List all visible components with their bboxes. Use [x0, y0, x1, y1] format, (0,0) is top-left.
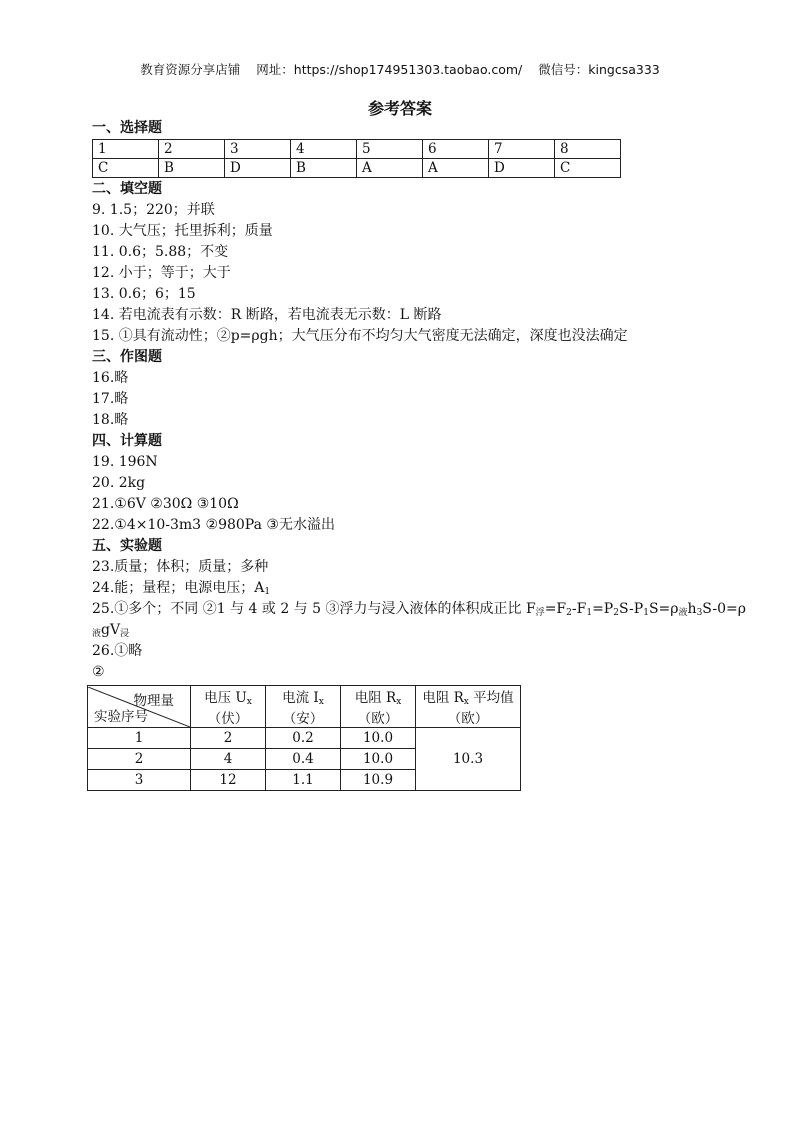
table-header-row — [88, 686, 521, 728]
subscript: 浮 — [535, 608, 545, 618]
header-unit: （欧） — [357, 711, 399, 727]
subscript: 2 — [613, 608, 619, 618]
answer-line: 26.①略 — [92, 643, 143, 659]
average-cell: 10.3 — [416, 728, 521, 791]
section-exp-heading: 五、实验题 — [92, 538, 162, 554]
subscript: 液 — [92, 629, 102, 639]
subscript: 1 — [586, 608, 593, 618]
answer-line: 20. 2kg — [92, 475, 146, 491]
header-label: 平均值 — [468, 690, 514, 706]
answer-text: 24.能；量程；电源电压；A — [92, 580, 265, 596]
subscript: 2 — [566, 608, 572, 618]
diag-top-label: 物理量 — [133, 692, 174, 709]
choice-number: 1 — [93, 140, 159, 159]
table-cell: 0.4 — [266, 749, 341, 770]
header-label: 电阻 R — [354, 690, 397, 706]
section-draw-heading: 三、作图题 — [92, 349, 162, 365]
table-cell: 1.1 — [266, 770, 341, 791]
choice-number-row — [93, 140, 621, 159]
answer-line: 11. 0.6；5.88；不变 — [92, 244, 229, 260]
answer-text: =F — [544, 601, 567, 617]
table-cell: 1 — [88, 728, 191, 749]
choice-answer-table — [92, 139, 621, 178]
table-cell: 0.2 — [266, 728, 341, 749]
answer-line: 9. 1.5；220；并联 — [92, 202, 215, 218]
answer-text: 25.①多个；不同 ②1 与 4 或 2 与 5 ③浮力与浸入液体的体积成正比 F — [92, 601, 536, 617]
wechat-id: 微信号：kingcsa333 — [538, 62, 660, 77]
section-calc-heading: 四、计算题 — [92, 433, 162, 449]
subscript: x — [246, 697, 252, 707]
table-row — [88, 728, 521, 749]
choice-number: 5 — [357, 140, 423, 159]
experiment-table — [87, 685, 521, 791]
choice-answer: D — [225, 159, 291, 178]
header-unit: （欧） — [447, 711, 489, 727]
choice-number: 7 — [489, 140, 555, 159]
table-cell: 3 — [88, 770, 191, 791]
choice-number: 2 — [159, 140, 225, 159]
subscript: 1 — [643, 608, 649, 618]
answer-text: S=ρ — [648, 601, 679, 617]
choice-answer: C — [555, 159, 621, 178]
header-unit: （伏） — [207, 711, 249, 727]
table-cell: 10.0 — [341, 728, 416, 749]
answer-line: 17.略 — [92, 391, 129, 407]
answer-line — [92, 599, 746, 620]
section-choice-heading: 一、选择题 — [92, 120, 162, 136]
choice-number: 3 — [225, 140, 291, 159]
choice-answer: B — [291, 159, 357, 178]
shop-name: 教育资源分享店铺 — [140, 62, 241, 77]
choice-answer-row — [93, 159, 621, 178]
answer-line: 22.①4×10-3m3 ②980Pa ③无水溢出 — [92, 517, 335, 533]
column-header — [341, 686, 416, 728]
table-cell: 10.0 — [341, 749, 416, 770]
answer-text: S-0=ρ — [702, 601, 746, 617]
header-label: 电流 I — [282, 690, 319, 706]
subscript: x — [396, 697, 402, 707]
answer-text: =P — [592, 601, 614, 617]
answer-line: 15. ①具有流动性；②p=ρgh；大气压分布不均匀大气密度无法确定，深度也没法确定 — [92, 328, 628, 344]
header-unit: （安） — [282, 711, 324, 727]
subscript: 液 — [678, 608, 688, 618]
answer-line: 14. 若电流表有示数：R 断路，若电流表无示数：L 断路 — [92, 307, 442, 323]
section-fill-heading: 二、填空题 — [92, 181, 162, 197]
subscript: 3 — [696, 608, 703, 618]
choice-answer: D — [489, 159, 555, 178]
table-cell: 10.9 — [341, 770, 416, 791]
table-cell: 4 — [191, 749, 266, 770]
answer-line: 18.略 — [92, 412, 129, 428]
answer-line: 13. 0.6；6；15 — [92, 286, 196, 302]
header-label: 电压 U — [204, 690, 247, 706]
answer-text: -F — [571, 601, 587, 617]
choice-number: 4 — [291, 140, 357, 159]
page-header — [0, 60, 800, 78]
choice-number: 8 — [555, 140, 621, 159]
answer-line: 21.①6V ②30Ω ③10Ω — [92, 496, 239, 512]
column-header — [191, 686, 266, 728]
answer-line: ② — [92, 664, 105, 680]
subscript: x — [318, 697, 324, 707]
answer-line: 23.质量；体积；质量；多种 — [92, 559, 269, 575]
answer-line — [92, 620, 732, 641]
subscript: 1 — [264, 587, 271, 597]
choice-answer: A — [423, 159, 489, 178]
choice-answer: A — [357, 159, 423, 178]
subscript: 浸 — [120, 629, 130, 639]
answer-line — [92, 578, 732, 599]
column-header — [266, 686, 341, 728]
page-title: 参考答案 — [367, 99, 432, 118]
answer-content — [92, 118, 746, 791]
shop-url: 网址：https://shop174951303.taobao.com/ — [256, 62, 523, 77]
answer-line: 10. 大气压；托里拆利；质量 — [92, 223, 273, 239]
answer-line: 16.略 — [92, 370, 129, 386]
table-cell: 2 — [88, 749, 191, 770]
answer-text: h — [687, 601, 697, 617]
choice-number: 6 — [423, 140, 489, 159]
diagonal-header-cell — [88, 686, 191, 728]
choice-answer: C — [93, 159, 159, 178]
header-label: 电阻 R — [422, 690, 464, 706]
subscript: x — [463, 697, 469, 707]
choice-answer: B — [159, 159, 225, 178]
diag-bottom-label: 实验序号 — [94, 708, 148, 725]
column-header — [416, 686, 521, 728]
table-cell: 2 — [191, 728, 266, 749]
answer-line: 12. 小于；等于；大于 — [92, 265, 231, 281]
table-cell: 12 — [191, 770, 266, 791]
answer-text: gV — [101, 622, 121, 638]
answer-line: 19. 196N — [92, 454, 158, 470]
answer-text: S-P — [618, 601, 644, 617]
